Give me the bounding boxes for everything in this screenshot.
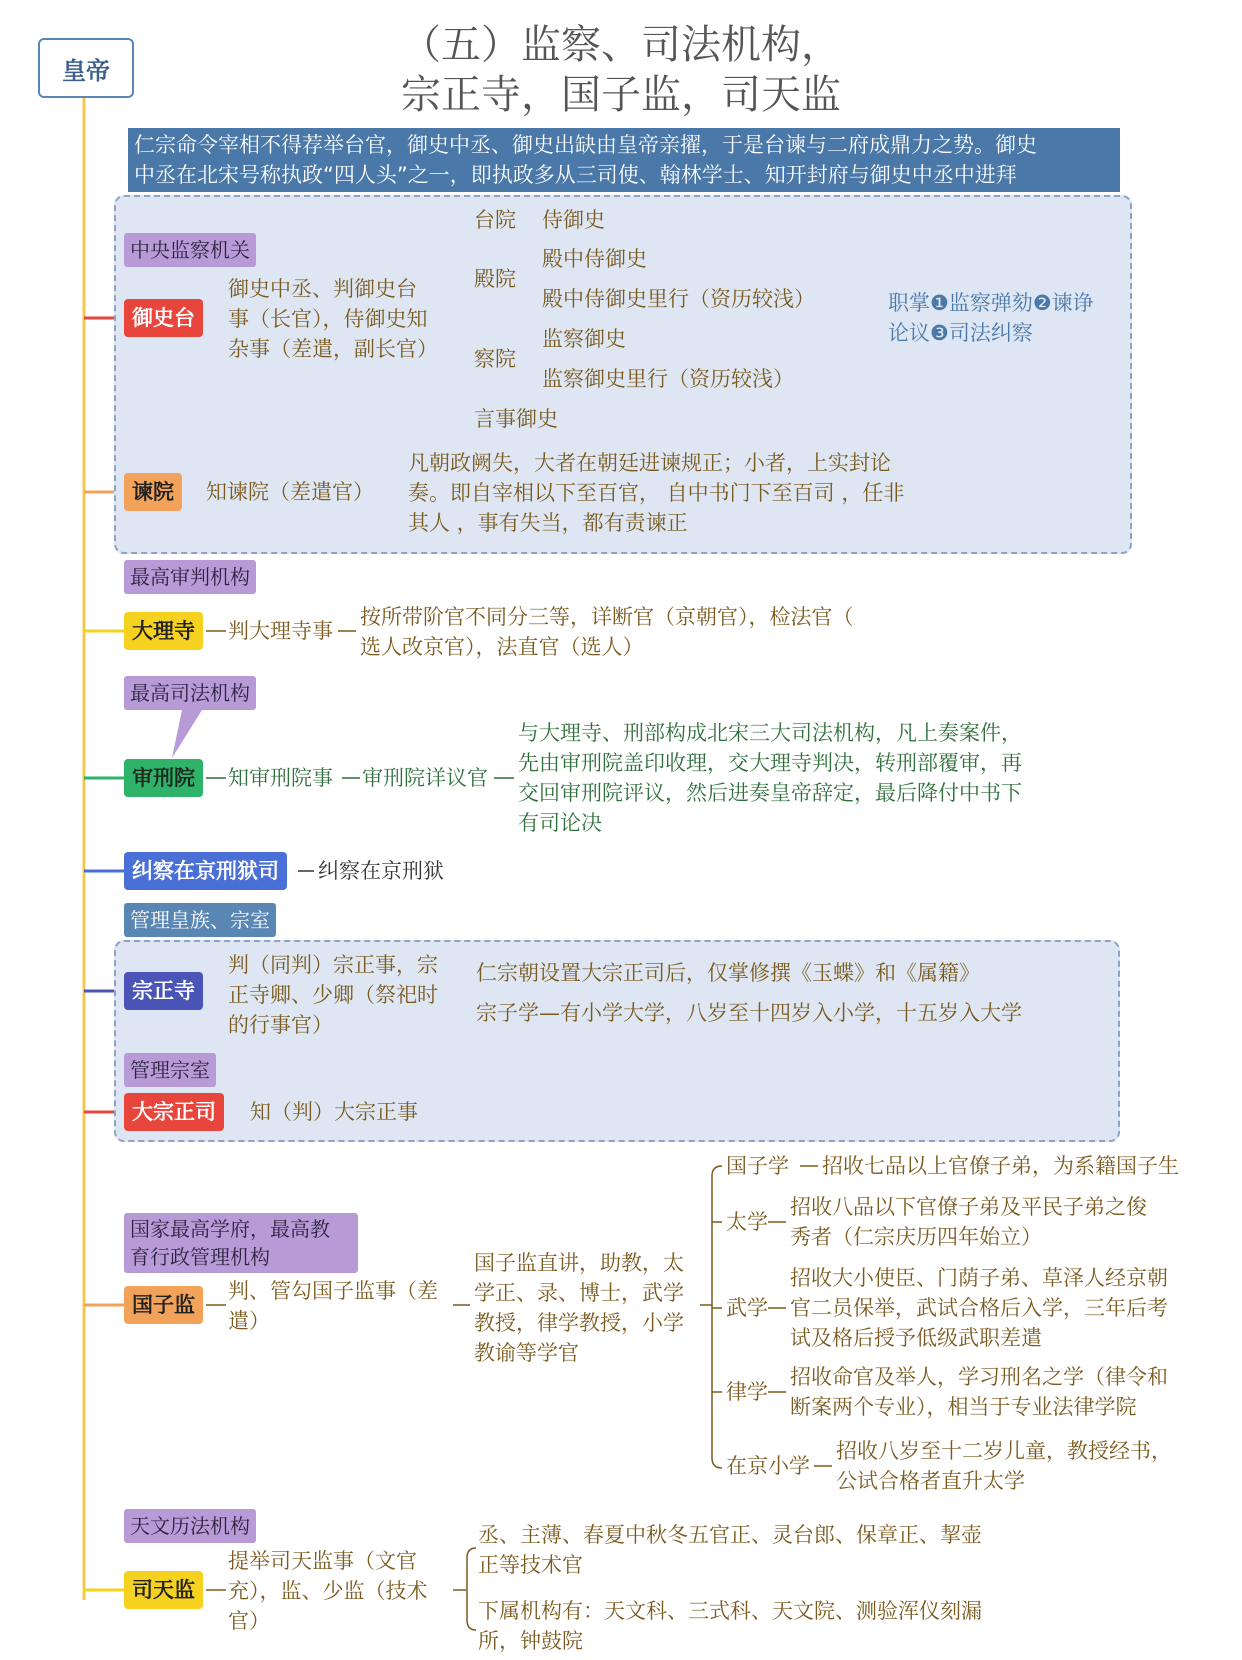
lvxue-desc-2: 断案两个专业），相当于专业法律学院 (790, 1395, 1137, 1419)
sitianjian-tag: 天文历法机构 (124, 1509, 256, 1543)
guozijian-staff-4: 教谕等学官 (474, 1341, 579, 1365)
guozijian-tag (124, 1213, 358, 1273)
dazongzhengsi-node: 大宗正司 (124, 1093, 224, 1131)
guozijian-desc-1: 判、管勾国子监事（差 (228, 1279, 438, 1303)
jianyuan-node: 谏院 (124, 473, 182, 511)
sitianjian-node: 司天监 (124, 1571, 203, 1609)
jiucha-node: 纠察在京刑狱司 (124, 852, 287, 890)
dianyuan-label: 殿院 (474, 267, 516, 291)
zongzhengsi-desc-1: 判（同判）宗正事，宗 (228, 953, 438, 977)
shenxingyuan-node: 审刑院 (124, 759, 203, 797)
lvxue-desc-1: 招收命官及举人，学习刑名之学（律令和 (790, 1365, 1168, 1389)
jianyuan-official: 知谏院（差遣官） (206, 480, 374, 504)
shenxingyuan-desc-1: 与大理寺、刑部构成北宋三大司法机构，凡上奏案件， (518, 721, 1022, 745)
dalisi-desc-1: 按所带阶官不同分三等，详断官（京朝官），检法官（ (360, 605, 854, 629)
dalisi-tag: 最高审判机构 (124, 560, 256, 594)
guozixue-desc: 招收七品以上官僚子弟，为系籍国子生 (822, 1154, 1179, 1178)
taixue-desc-1: 招收八品以下官僚子弟及平民子弟之俊 (790, 1195, 1147, 1219)
guozijian-staff-3: 教授，律学教授，小学 (474, 1311, 684, 1335)
guozijian-tag-2: 育行政管理机构 (130, 1245, 270, 1269)
shenxingyuan-official: 知审刑院事 (228, 766, 333, 790)
sitianjian-desc-3: 官） (228, 1609, 270, 1633)
jianyuan-desc-1: 凡朝政阙失，大者在朝廷进谏规正；小者，上实封论 (408, 451, 891, 475)
dazongzhengsi-desc: 知（判）大宗正事 (250, 1100, 418, 1124)
intro-line2: 中丞在北宋号称执政“四人头”之一，即执政多从三司使、翰林学士、知开封府与御史中丞中进拜 (134, 163, 1017, 187)
shenxingyuan-official2: 审刑院详议官 (362, 766, 488, 790)
zongzhengsi-branch-1: 仁宗朝设置大宗正司后，仅掌修撰《玉蝶》和《属籍》 (476, 961, 980, 985)
sitianjian-b2-2: 所，钟鼓院 (478, 1629, 583, 1653)
zongzhengsi-desc-2: 正寺卿、少卿（祭祀时 (228, 983, 438, 1007)
cha1-label: 监察御史 (542, 327, 626, 351)
xiaoxue-label: 在京小学 (726, 1454, 810, 1478)
wuxue-desc-3: 试及格后授予低级武职差遣 (790, 1326, 1042, 1350)
zongzhengsi-node: 宗正寺 (124, 972, 203, 1010)
guozixue-label: 国子学 (726, 1154, 789, 1178)
lvxue-label: 律学 (726, 1380, 768, 1404)
yushitai-duty-2: 论议❸司法纠察 (888, 321, 1033, 345)
page-title-line1: （五）监察、司法机构， (401, 22, 841, 68)
guozijian-staff-1: 国子监直讲，助教，太 (474, 1251, 684, 1275)
shiyushi-label: 侍御史 (542, 208, 605, 232)
dalisi-desc-2: 选人改京官），法直官（选人） (360, 635, 644, 659)
wuxue-desc-1: 招收大小使臣、门荫子弟、草泽人经京朝 (790, 1266, 1168, 1290)
taixue-label: 太学 (726, 1210, 768, 1234)
zongzhengsi-tag: 管理皇族、宗室 (124, 903, 276, 937)
jianyuan-desc-3: 其人 ，事有失当，都有责谏正 (408, 511, 688, 535)
dalisi-official: 判大理寺事 (228, 619, 333, 643)
guozijian-staff-2: 学正、录、博士，武学 (474, 1281, 684, 1305)
guozijian-desc-2: 遣） (228, 1309, 270, 1333)
zongzhengsi-desc-3: 的行事官） (228, 1013, 333, 1037)
chayuan-label: 察院 (474, 347, 516, 371)
jianyuan-desc-2: 奏。即自宰相以下至百官， 自中书门下至百司 ，任非 (408, 481, 905, 505)
shenxingyuan-desc-2: 先由审刑院盖印收理，交大理寺判决，转刑部覆审，再 (518, 751, 1022, 775)
dazongzhengsi-tag: 管理宗室 (124, 1053, 216, 1087)
yushitai-desc-2: 事（长官），侍御史知 (228, 307, 428, 331)
guozijian-tag-1: 国家最高学府，最高教 (130, 1217, 330, 1241)
sitianjian-b1-2: 正等技术官 (478, 1553, 583, 1577)
dalisi-node: 大理寺 (124, 612, 203, 650)
wuxue-label: 武学 (726, 1296, 768, 1320)
intro-line1: 仁宗命令宰相不得荐举台官，御史中丞、御史出缺由皇帝亲擢，于是台谏与二府成鼎力之势。御史 (134, 133, 1037, 157)
yushitai-desc-3: 杂事（差遣，副长官） (228, 337, 438, 361)
xiaoxue-desc-1: 招收八岁至十二岁儿童，教授经书， (836, 1439, 1172, 1463)
sitianjian-desc-2: 充），监、少监（技术 (228, 1579, 428, 1603)
taixue-desc-2: 秀者（仁宗庆历四年始立） (790, 1225, 1042, 1249)
sitianjian-desc-1: 提举司天监事（文官 (228, 1549, 417, 1573)
yushitai-node: 御史台 (124, 299, 203, 337)
zongzhengsi-branch-2: 宗子学—有小学大学，八岁至十四岁入小学，十五岁入大学 (476, 1001, 1022, 1025)
shenxingyuan-desc-3: 交回审刑院评议，然后进奏皇帝辞定，最后降付中书下 (518, 781, 1022, 805)
sitianjian-b1-1: 丞、主薄、春夏中秋冬五官正、灵台郎、保章正、挈壶 (478, 1523, 982, 1547)
yushitai-duty-1: 职掌❶监察弹劾❷谏诤 (888, 291, 1094, 315)
wuxue-desc-2: 官二员保举，武试合格后入学，三年后考 (790, 1296, 1168, 1320)
jiucha-desc: 纠察在京刑狱 (318, 859, 444, 883)
cha2-label: 监察御史里行（资历较浅） (542, 367, 794, 391)
root-label: 皇帝 (62, 56, 110, 85)
intro-note (128, 128, 1120, 192)
sitianjian-b2-1: 下属机构有：天文科、三式科、天文院、测验浑仪刻漏 (478, 1599, 982, 1623)
shenxingyuan-tag: 最高司法机构 (124, 676, 256, 710)
yanshi-label: 言事御史 (474, 407, 558, 431)
page-title-line2: 宗正寺，国子监，司天监 (401, 72, 841, 118)
shenxingyuan-desc-4: 有司论决 (518, 811, 602, 835)
dian1-label: 殿中侍御史 (542, 247, 647, 271)
guozijian-node: 国子监 (124, 1286, 203, 1324)
dian2-label: 殿中侍御史里行（资历较浅） (542, 287, 815, 311)
yushitai-desc-1: 御史中丞、判御史台 (228, 277, 417, 301)
xiaoxue-desc-2: 公试合格者直升太学 (836, 1469, 1025, 1493)
taiyuan-label: 台院 (474, 208, 516, 232)
yushitai-tag: 中央监察机关 (124, 233, 256, 267)
